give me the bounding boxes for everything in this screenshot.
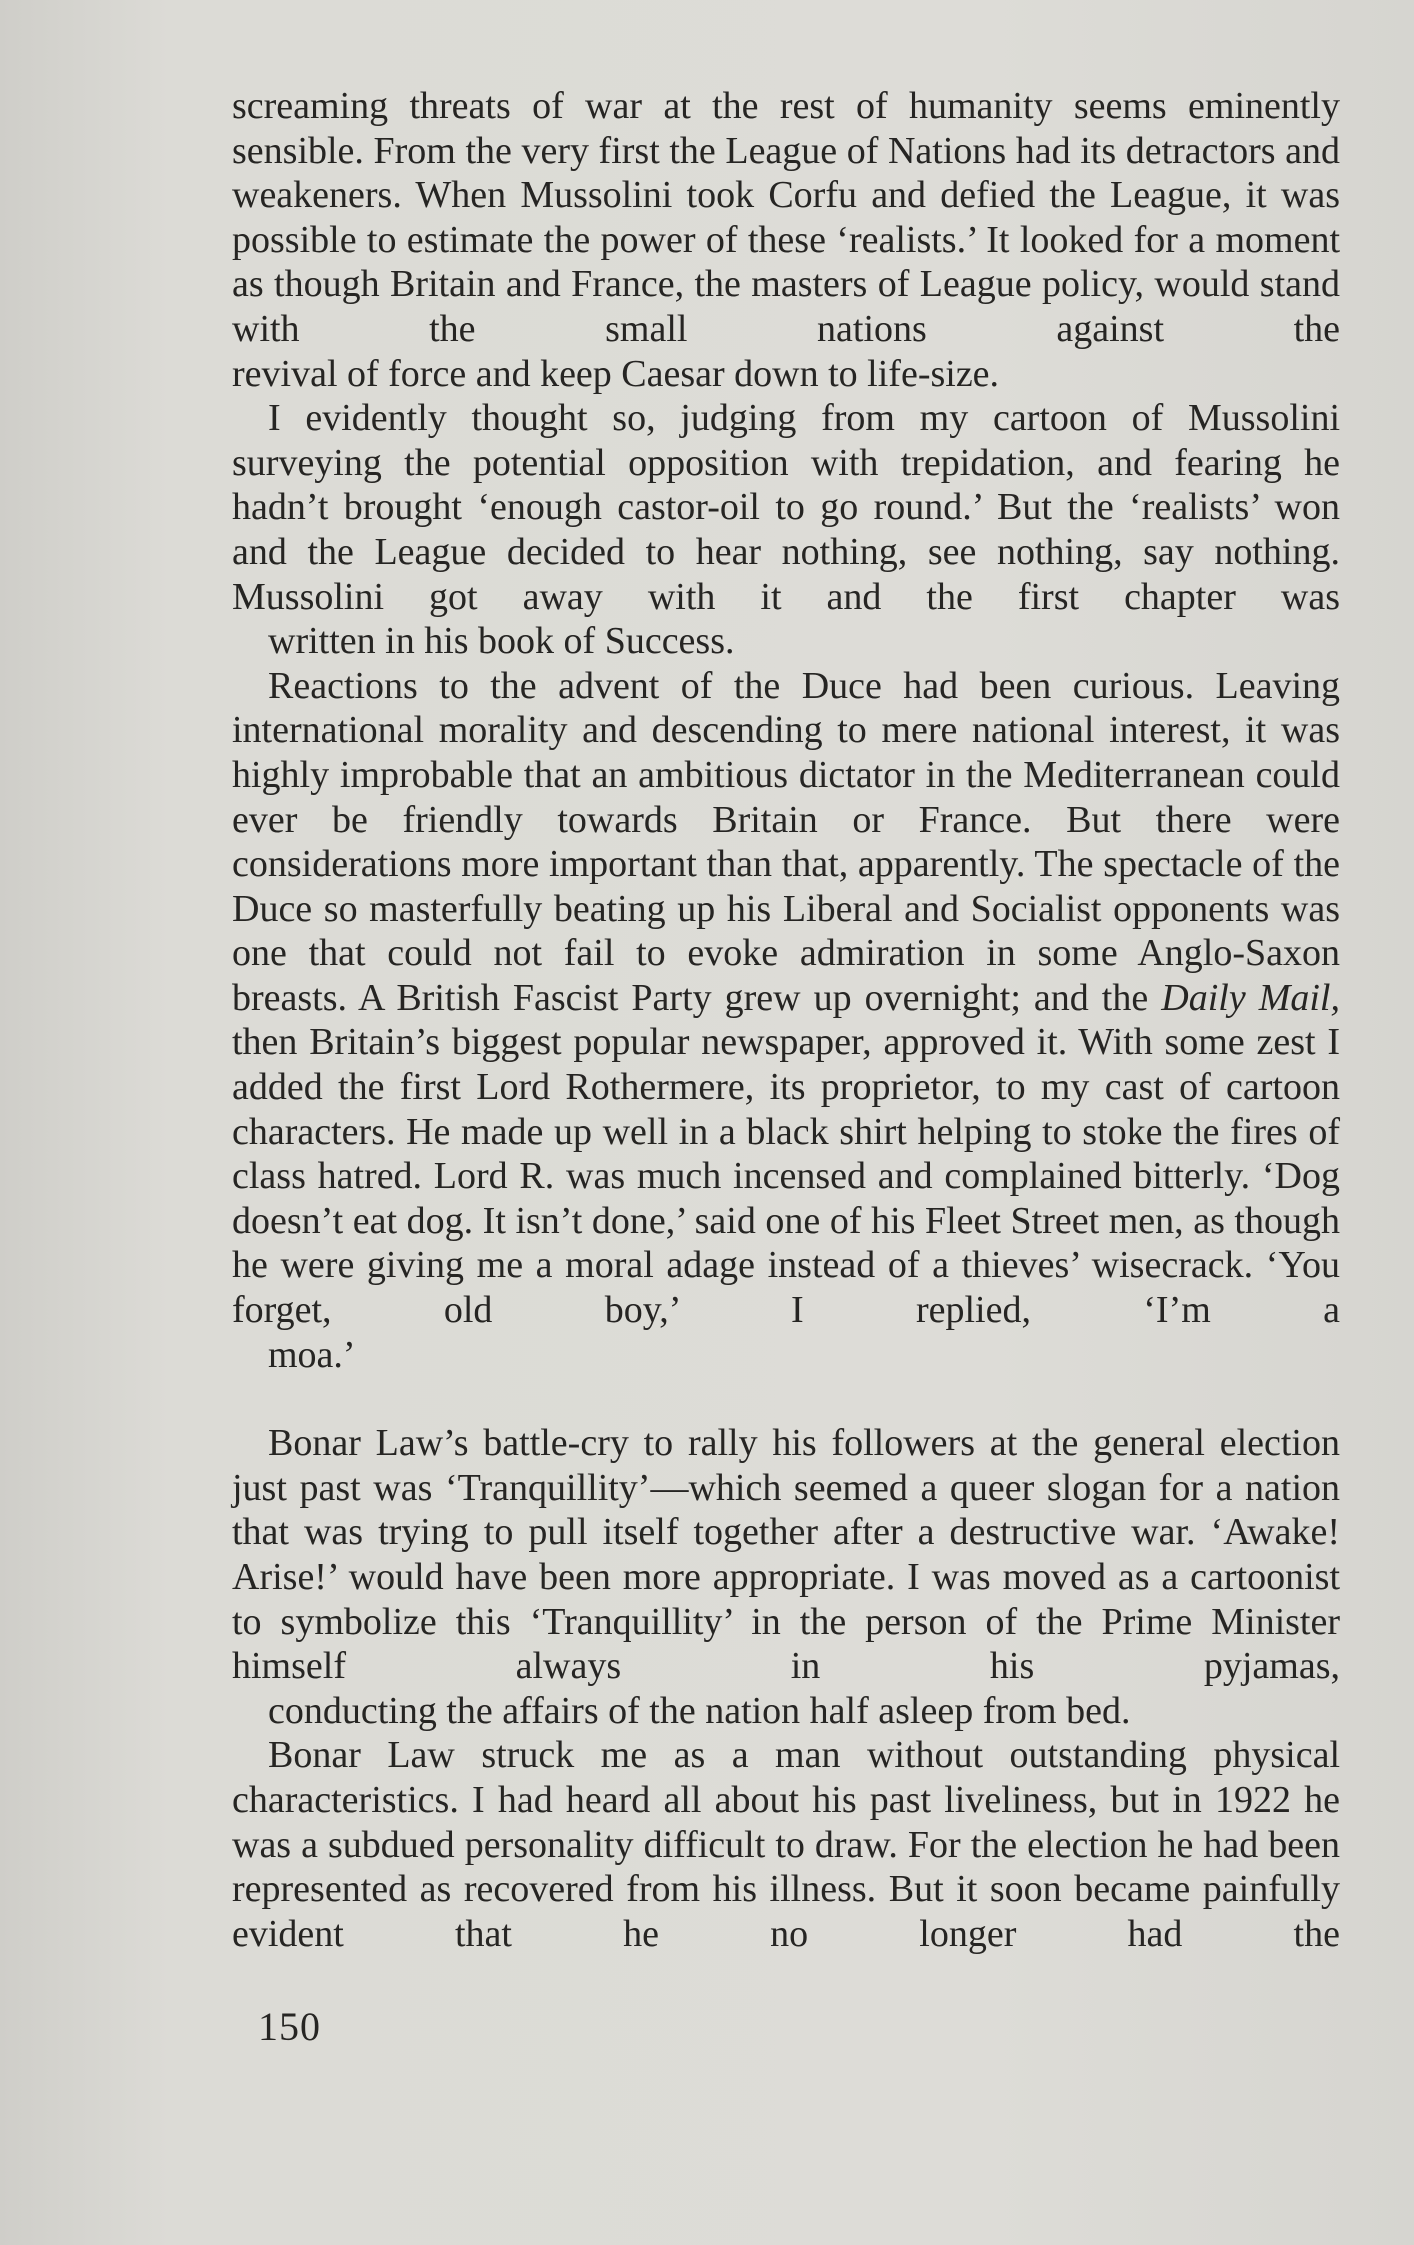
page-number: 150 (258, 2004, 321, 2049)
newspaper-title: Daily Mail, (1161, 976, 1340, 1019)
paragraph-3-body-end: then Britain’s biggest popular newspaper, approved it. With some zest I added the first Lord Rothermere, its proprietor, to my cast of cartoon characters. He made up well in a black shirt helping to stoke the fires of class hatred. Lord R. was much incensed and complained bitterly. ‘Dog doesn’t eat dog. It isn’t done,’ said one of his Fleet Street men, as though he were giving me a moral adage instead of a thieves’ wisecrack. ‘You forget, old boy,’ I replied, ‘I’m a (232, 1021, 1340, 1332)
paragraph-3-last-line: moa.’ (268, 1333, 356, 1376)
paragraph-4 (232, 1421, 1340, 1733)
paragraph-5 (232, 1733, 1340, 1956)
paragraph-4-last-line: conducting the affairs of the nation half asleep from bed. (268, 1689, 1131, 1732)
section-break (232, 1377, 1340, 1421)
paragraph-2-last-line: written in his book of Success. (268, 620, 735, 663)
paragraph-3 (232, 664, 1340, 1378)
paragraph-2 (232, 396, 1340, 664)
paragraph-2-body: I evidently thought so, judging from my cartoon of Mussolini surveying the potential opposition with trepidation, and fearing he hadn’t brought ‘enough castor-oil to go round.’ But the ‘realists’ won and the League decided to hear nothing, see nothing, say nothing. Mussolini got away with it and the first chapter was (232, 397, 1340, 618)
book-text (232, 84, 1340, 1956)
paragraph-4-body: Bonar Law’s battle-cry to rally his followers at the general election just past was ‘Tranquillity’—which seemed a queer slogan for a nation that was trying to pull itself together after a destructive war. ‘Awake! Arise!’ would have been more appropriate. I was moved as a cartoonist to symbolize this ‘Tranquillity’ in the person of the Prime Minister himself always in his pyjamas, (232, 1422, 1340, 1688)
paragraph-1 (232, 84, 1340, 396)
paragraph-5-body: Bonar Law struck me as a man without outstanding physical characteristics. I had heard all about his past liveliness, but in 1922 he was a subdued personality difficult to draw. For the election he had been represented as recovered from his illness. But it soon became painfully evident that he no longer had the (232, 1734, 1340, 1955)
paragraph-3-body-start: Reactions to the advent of the Duce had been curious. Leaving international morality and descending to mere national interest, it was highly improbable that an ambitious dictator in the Mediterranean could ever be friendly towards Britain or France. But there were considerations more important than that, apparently. The spectacle of the Duce so masterfully beating up his Liberal and Socialist opponents was one that could not fail to evoke admiration in some Anglo-Saxon breasts. A British Fascist Party grew up overnight; and the (232, 664, 1340, 1019)
paragraph-1-last-line: revival of force and keep Caesar down to life-size. (232, 352, 1000, 395)
paragraph-1-body: screaming threats of war at the rest of humanity seems eminently sensible. From the very first the League of Nations had its detractors and weakeners. When Mussolini took Corfu and defied the League, it was possible to estimate the power of these ‘realists.’ It looked for a moment as though Britain and France, the masters of League policy, would stand with the small nations against the (232, 85, 1340, 350)
